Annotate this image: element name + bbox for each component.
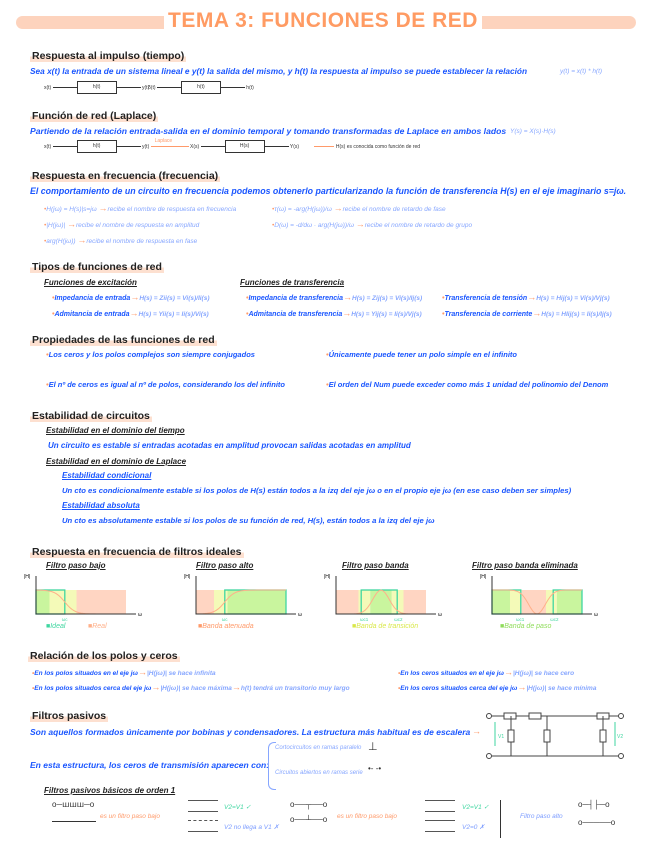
equivalent-open-shunt xyxy=(425,800,455,812)
result-ok-1: V2=V1 ✓ xyxy=(224,804,251,811)
heading-filters: Respuesta en frecuencia de filtros ideales xyxy=(32,546,242,558)
tick-label: ωc1 xyxy=(360,617,369,622)
stability-time-title: Estabilidad en el dominio del tiempo xyxy=(46,426,185,435)
heading-impulse: Respuesta al impulso (tiempo) xyxy=(32,50,185,62)
type-item: •Admitancia de entrada→H(s) = Yii(s) = Ii(s)/Vi(s) xyxy=(52,308,209,318)
stability-absolute-text: Un cto es absolutamente estable si los polos de su función de red, H(s), están todos a la izq del eje jω xyxy=(62,516,435,525)
stability-conditional-title: Estabilidad condicional xyxy=(62,471,152,480)
filter-chart xyxy=(22,570,152,622)
capacitor-shunt-icon-bottom: o──┴──o xyxy=(290,815,328,824)
tick-label: ωc xyxy=(61,617,68,622)
x-axis-label: ω xyxy=(594,612,598,618)
passive-text-2: En esta estructura, los ceros de transmisión aparecen con: xyxy=(30,760,270,770)
pole-zero-item: •En los polos situados en el eje jω→|H(jω)| se hace infinita xyxy=(32,667,216,677)
freq-item: •H(jω) = H(s)|s=jω →recibe el nombre de respuesta en frecuencia xyxy=(44,203,237,213)
laplace-diagram: x(t) h(t) y(t) Laplace X(s) H(s) Y(s) H(s) es conocida como función de red xyxy=(44,140,420,153)
x-axis-label: ω xyxy=(298,612,302,618)
y-axis-label: |H| xyxy=(324,574,331,580)
svg-text:V1: V1 xyxy=(498,734,505,740)
band xyxy=(77,590,127,614)
y-axis-label: |H| xyxy=(480,574,487,580)
filter-chart xyxy=(322,570,452,622)
band xyxy=(557,590,582,614)
freq-item: •D(ω) = -d/dω · arg(H(jω))/ω →recibe el nombre de retardo de grupo xyxy=(272,219,473,229)
impulse-diagram-2: δ(t) h(t) h(t) xyxy=(148,81,254,94)
legend-attenuated-band: ■Banda atenuada xyxy=(198,623,254,630)
property-item: •El orden del Num puede exceder como más 1 unidad del polinomio del Denom xyxy=(326,380,609,389)
band xyxy=(370,590,392,614)
heading-passive-filters: Filtros pasivos xyxy=(32,710,107,722)
capacitor-series-icon: o─┤├─o xyxy=(578,800,610,809)
laplace-text: Partiendo de la relación entrada-salida en el dominio temporal y tomando transformadas de Laplace en ambos lados xyxy=(30,126,507,136)
band xyxy=(36,590,50,614)
frequency-text: El comportamiento de un circuito en frecuencia podemos obtenerlo particularizando la función de transferencia H(s) en el eje imaginario s=jω. xyxy=(30,186,627,196)
tick-label: ωc1 xyxy=(516,617,525,622)
result-bad-1: V2 no llega a V1 ✗ xyxy=(224,824,279,831)
band xyxy=(492,590,510,614)
heading-properties: Propiedades de las funciones de red xyxy=(32,334,215,346)
stability-laplace-title: Estabilidad en el dominio de Laplace xyxy=(46,457,187,466)
pole-zero-item: •En los ceros situados en el eje jω→|H(jω)| se hace cero xyxy=(398,667,575,677)
inductor-shunt-icon xyxy=(500,800,514,838)
band xyxy=(196,590,214,614)
heading-stability: Estabilidad de circuitos xyxy=(32,410,150,422)
passive-text: Son aquellos formados únicamente por bobinas y condensadores. La estructura más habitual es de escalera xyxy=(30,727,471,737)
equivalent-open xyxy=(188,820,218,832)
filter-chart-title: Filtro paso alto xyxy=(196,561,254,570)
stability-conditional-text: Un cto es condicionalmente estable si los polos de H(s) están todos a la izq del eje jω o en el propio eje jω (en ese caso deben ser simples) xyxy=(62,486,572,495)
tick-label: ωc xyxy=(221,617,228,622)
filter-chart-title: Filtro paso banda eliminada xyxy=(472,561,578,570)
band xyxy=(546,590,557,614)
freq-item: •τ(ω) = -arg(H(jω))/ω →recibe el nombre de retardo de fase xyxy=(272,203,446,213)
legend-ideal: ■Ideal xyxy=(46,623,66,630)
equivalent-short xyxy=(188,800,218,812)
legend-pass-band: ■Banda de paso xyxy=(500,623,552,630)
freq-item: •|H(jω)| →recibe el nombre de respuesta en amplitud xyxy=(44,219,200,229)
filter-chart xyxy=(478,570,608,622)
band xyxy=(510,590,522,614)
subheading-order-1: Filtros pasivos básicos de orden 1 xyxy=(44,786,176,795)
subheading-excitation: Funciones de excitación xyxy=(44,278,137,287)
svg-text:V2: V2 xyxy=(617,734,624,740)
subheading-transfer: Funciones de transferencia xyxy=(240,278,345,287)
legend-real: ■Real xyxy=(88,623,107,630)
open-circuit-icon: •- -• xyxy=(368,764,382,773)
capacitor-shunt-icon: o──┬──o xyxy=(290,800,328,809)
result-ok-2: V2=V1 ✓ xyxy=(462,804,489,811)
tick-label: ωc2 xyxy=(550,617,559,622)
lowpass-label-2: es un filtro paso bajo xyxy=(337,813,397,820)
property-item: •El nº de ceros es igual al nº de polos, considerando los del infinito xyxy=(46,380,285,389)
x-axis-label: ω xyxy=(138,612,142,618)
laplace-result: Y(s) = X(s)·H(s) xyxy=(510,128,556,135)
heading-laplace: Función de red (Laplace) xyxy=(32,110,157,122)
freq-item: •arg(H(jω)) →recibe el nombre de respuesta en fase xyxy=(44,235,198,245)
page-title: TEMA 3: FUNCIONES DE RED xyxy=(0,9,646,33)
tick-label: ωc2 xyxy=(394,617,403,622)
zero-option-2: Circuitos abiertos en ramas serie xyxy=(275,770,363,776)
inductor-series-icon: o─ꟺꟺꟺ─o xyxy=(52,800,95,809)
heading-frequency: Respuesta en frecuencia (frecuencia) xyxy=(32,170,219,182)
heading-types: Tipos de funciones de red xyxy=(32,261,162,273)
type-item: •Transferencia de corriente→H(s) = HIij(s) = Ii(s)/Ij(s) xyxy=(442,308,612,318)
type-item: •Impedancia de transferencia→H(s) = Zij(s) = Vi(s)/Ij(s) xyxy=(246,292,423,302)
result-bad-2: V2=0 ✗ xyxy=(462,824,485,831)
lowpass-label-1: es un filtro paso bajo xyxy=(100,813,160,820)
wire xyxy=(52,821,96,822)
ladder-circuit-diagram xyxy=(485,708,625,763)
type-item: •Impedancia de entrada→H(s) = Zii(s) = Vi(s)/Ii(s) xyxy=(52,292,210,302)
equivalent-short-shunt xyxy=(425,820,455,832)
impulse-text: Sea x(t) la entrada de un sistema lineal e y(t) la salida del mismo, y h(t) la respuesta al impulso se puede establecer la relación xyxy=(30,66,528,76)
type-item: •Admitancia de transferencia→H(s) = Yij(s) = Ii(s)/Vj(s) xyxy=(246,308,422,318)
band xyxy=(522,590,546,614)
filter-chart-title: Filtro paso bajo xyxy=(46,561,106,570)
arrow-icon: → xyxy=(472,726,481,736)
x-axis-label: ω xyxy=(438,612,442,618)
stability-absolute-title: Estabilidad absoluta xyxy=(62,501,140,510)
y-axis-label: |H| xyxy=(184,574,191,580)
filter-chart-title: Filtro paso banda xyxy=(342,561,409,570)
filter-chart xyxy=(182,570,312,622)
legend-transition-band: ■Banda de transición xyxy=(352,623,419,630)
short-circuit-icon: ⊥ xyxy=(368,741,378,753)
pole-zero-item: •En los polos situados cerca del eje jω→|H(jω)| se hace máxima→h(t) tendrá un transitorio muy largo xyxy=(32,682,350,692)
zero-option-1: Cortocircuitos en ramas paralelo xyxy=(275,745,362,751)
heading-poles-zeros: Relación de los polos y ceros xyxy=(30,650,178,662)
wire-icon: o─────o xyxy=(578,818,616,827)
y-axis-label: |H| xyxy=(24,574,31,580)
impulse-result: y(t) = x(t) * h(t) xyxy=(560,68,603,75)
impulse-diagram-1: x(t) h(t) y(t) xyxy=(44,81,149,94)
band xyxy=(50,590,77,614)
highpass-label: Filtro paso alto xyxy=(520,813,563,820)
band xyxy=(404,590,427,614)
band xyxy=(228,590,287,614)
pole-zero-item: •En los ceros situados cerca del eje jω→|H(jω)| se hace mínima xyxy=(398,682,597,692)
band xyxy=(336,590,359,614)
stability-time-text: Un circuito es estable si entradas acotadas en amplitud provocan salidas acotadas en amplitud xyxy=(48,441,411,450)
property-item: •Únicamente puede tener un polo simple en el infinito xyxy=(326,350,517,359)
type-item: •Transferencia de tensión→H(s) = Hij(s) = Vi(s)/Vj(s) xyxy=(442,292,610,302)
property-item: •Los ceros y los polos complejos son siempre conjugados xyxy=(46,350,255,359)
